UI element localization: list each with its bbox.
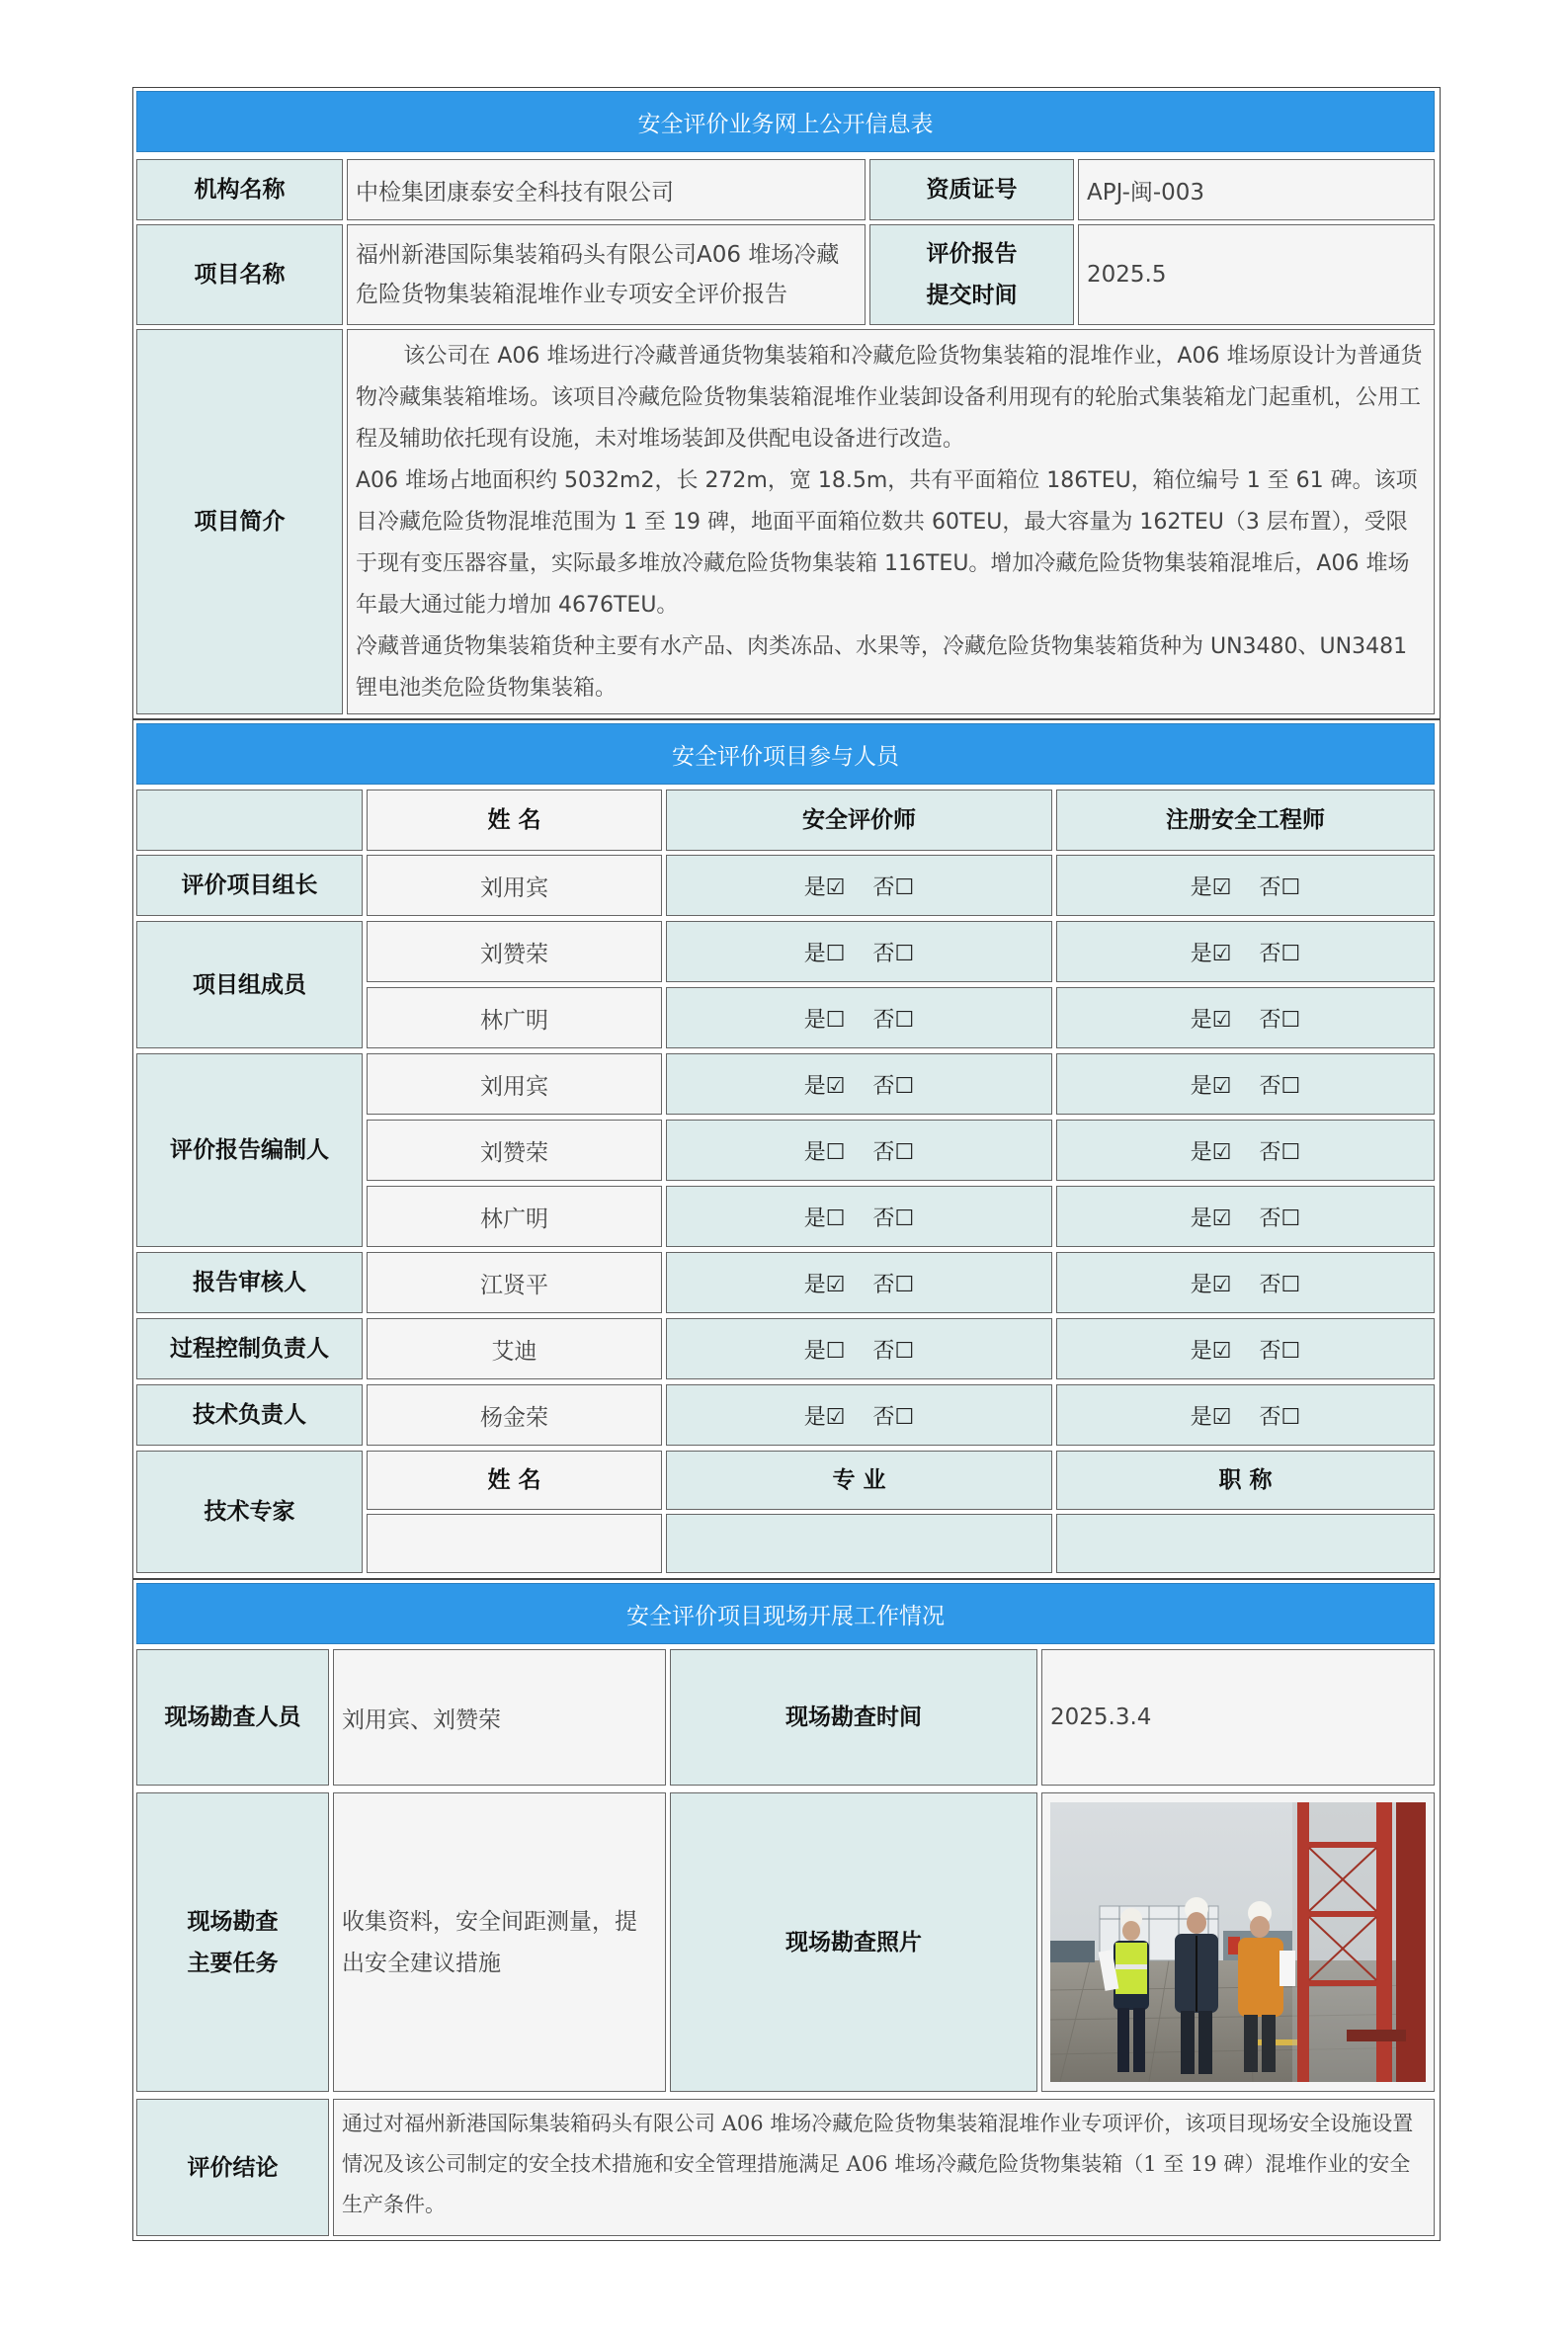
engineer-no-checkbox: 否☐ <box>1259 941 1301 966</box>
evaluator-yes-checkbox: 是☐ <box>803 1139 846 1165</box>
org-name-label: 机构名称 <box>136 159 343 220</box>
role-experts: 技术专家 <box>136 1451 363 1573</box>
engineer-no-checkbox: 否☐ <box>1259 1338 1301 1364</box>
evaluator-yes-checkbox: 是☐ <box>803 1206 846 1231</box>
evaluator-yes-checkbox: 是☐ <box>803 1338 846 1364</box>
role-reviewer: 报告审核人 <box>136 1252 363 1313</box>
evaluator-no-checkbox: 否☐ <box>872 1073 915 1099</box>
evaluator-no-checkbox: 否☐ <box>872 874 915 900</box>
person-evaluator-status <box>666 987 1052 1048</box>
evaluator-no-checkbox: 否☐ <box>872 1272 915 1297</box>
org-name-value: 中检集团康泰安全科技有限公司 <box>347 159 866 220</box>
person-evaluator-status <box>666 1120 1052 1181</box>
engineer-yes-checkbox: 是☑ <box>1190 941 1232 966</box>
info-table-frame <box>132 87 1441 719</box>
col-header-name: 姓 名 <box>367 790 662 851</box>
engineer-no-checkbox: 否☐ <box>1259 1272 1301 1297</box>
cert-no-value: APJ-闽-003 <box>1078 159 1435 220</box>
evaluator-yes-checkbox: 是☑ <box>803 874 846 900</box>
survey-task-label-line2: 主要任务 <box>187 1949 279 1976</box>
person-engineer-status <box>1056 1252 1435 1313</box>
col-header-evaluator: 安全评价师 <box>666 790 1052 851</box>
person-engineer-status <box>1056 855 1435 916</box>
intro-paragraph-3: 冷藏普通货物集装箱货种主要有水产品、肉类冻品、水果等，冷藏危险货物集装箱货种为 UN3480、UN3481 锂电池类危险货物集装箱。 <box>356 634 1408 701</box>
evaluator-yes-checkbox: 是☐ <box>803 941 846 966</box>
conclusion-label: 评价结论 <box>136 2099 329 2236</box>
person-name: 刘用宾 <box>367 1053 662 1115</box>
project-name-label: 项目名称 <box>136 224 343 325</box>
person-evaluator-status <box>666 1053 1052 1115</box>
survey-time-value: 2025.3.4 <box>1041 1649 1435 1786</box>
col-header-engineer: 注册安全工程师 <box>1056 790 1435 851</box>
evaluator-yes-checkbox: 是☑ <box>803 1404 846 1430</box>
submit-time-label-line1: 评价报告 <box>926 240 1018 267</box>
person-engineer-status <box>1056 921 1435 982</box>
person-name: 刘赞荣 <box>367 921 662 982</box>
engineer-yes-checkbox: 是☑ <box>1190 874 1232 900</box>
submit-time-label-line2: 提交时间 <box>926 282 1018 308</box>
expert-col-name: 姓 名 <box>367 1451 662 1510</box>
person-name: 刘用宾 <box>367 855 662 916</box>
section-header-info: 安全评价业务网上公开信息表 <box>136 91 1435 152</box>
expert-major-empty <box>666 1514 1052 1573</box>
engineer-no-checkbox: 否☐ <box>1259 1404 1301 1430</box>
survey-photo-cell <box>1041 1792 1435 2092</box>
engineer-yes-checkbox: 是☑ <box>1190 1007 1232 1033</box>
role-process: 过程控制负责人 <box>136 1318 363 1379</box>
engineer-yes-checkbox: 是☑ <box>1190 1338 1232 1364</box>
person-name: 艾迪 <box>367 1318 662 1379</box>
person-name: 林广明 <box>367 987 662 1048</box>
submit-time-value: 2025.5 <box>1078 224 1435 325</box>
person-evaluator-status <box>666 855 1052 916</box>
person-name: 刘赞荣 <box>367 1120 662 1181</box>
engineer-yes-checkbox: 是☑ <box>1190 1404 1232 1430</box>
role-leader: 评价项目组长 <box>136 855 363 916</box>
expert-title-empty <box>1056 1514 1435 1573</box>
survey-task-label-line1: 现场勘查 <box>187 1907 279 1935</box>
engineer-yes-checkbox: 是☑ <box>1190 1272 1232 1297</box>
evaluator-yes-checkbox: 是☐ <box>803 1007 846 1033</box>
survey-people-label: 现场勘查人员 <box>136 1649 329 1786</box>
person-engineer-status <box>1056 1120 1435 1181</box>
evaluator-no-checkbox: 否☐ <box>872 1206 915 1231</box>
engineer-yes-checkbox: 是☑ <box>1190 1073 1232 1099</box>
survey-task-value <box>333 1792 666 2092</box>
section-header-fieldwork: 安全评价项目现场开展工作情况 <box>136 1583 1435 1644</box>
project-name-text: 福州新港国际集装箱码头有限公司A06 堆场冷藏危险货物集装箱混堆作业专项安全评价报告 <box>356 242 840 307</box>
project-intro-text <box>347 329 1435 714</box>
engineer-no-checkbox: 否☐ <box>1259 1206 1301 1231</box>
person-evaluator-status <box>666 1252 1052 1313</box>
evaluator-yes-checkbox: 是☑ <box>803 1272 846 1297</box>
evaluator-no-checkbox: 否☐ <box>872 1139 915 1165</box>
expert-col-title: 职 称 <box>1056 1451 1435 1510</box>
person-name: 江贤平 <box>367 1252 662 1313</box>
person-evaluator-status <box>666 1318 1052 1379</box>
person-evaluator-status <box>666 1384 1052 1446</box>
engineer-yes-checkbox: 是☑ <box>1190 1139 1232 1165</box>
project-name-value <box>347 224 866 325</box>
survey-task-label <box>136 1792 329 2092</box>
survey-task-text: 收集资料，安全间距测量，提出安全建议措施 <box>342 1908 637 1976</box>
person-evaluator-status <box>666 1186 1052 1247</box>
engineer-no-checkbox: 否☐ <box>1259 1139 1301 1165</box>
survey-time-label: 现场勘查时间 <box>670 1649 1037 1786</box>
site-survey-photo <box>1050 1802 1426 2082</box>
fieldwork-table-frame <box>132 1579 1441 2241</box>
evaluator-yes-checkbox: 是☑ <box>803 1073 846 1099</box>
role-writers: 评价报告编制人 <box>136 1053 363 1247</box>
role-members: 项目组成员 <box>136 921 363 1048</box>
personnel-table-frame <box>132 719 1441 1579</box>
person-engineer-status <box>1056 987 1435 1048</box>
conclusion-value: 通过对福州新港国际集装箱码头有限公司 A06 堆场冷藏危险货物集装箱混堆作业专项评价，该项目现场安全设施设置情况及该公司制定的安全技术措施和安全管理措施满足 A06 堆场冷藏危险货物集装箱（1 至 19 碑）混堆作业的安全生产条件。 <box>333 2099 1435 2236</box>
engineer-no-checkbox: 否☐ <box>1259 1073 1301 1099</box>
expert-col-major: 专 业 <box>666 1451 1052 1510</box>
survey-people-value: 刘用宾、刘赞荣 <box>333 1649 666 1786</box>
project-intro-label: 项目简介 <box>136 329 343 714</box>
person-engineer-status <box>1056 1318 1435 1379</box>
submit-time-label <box>869 224 1074 325</box>
evaluator-no-checkbox: 否☐ <box>872 1338 915 1364</box>
section-header-personnel: 安全评价项目参与人员 <box>136 723 1435 785</box>
corner-blank-cell <box>136 790 363 851</box>
person-evaluator-status <box>666 921 1052 982</box>
expert-name-empty <box>367 1514 662 1573</box>
engineer-no-checkbox: 否☐ <box>1259 874 1301 900</box>
person-name: 杨金荣 <box>367 1384 662 1446</box>
engineer-no-checkbox: 否☐ <box>1259 1007 1301 1033</box>
evaluator-no-checkbox: 否☐ <box>872 1007 915 1033</box>
evaluator-no-checkbox: 否☐ <box>872 1404 915 1430</box>
person-engineer-status <box>1056 1384 1435 1446</box>
survey-photo-label: 现场勘查照片 <box>670 1792 1037 2092</box>
person-engineer-status <box>1056 1186 1435 1247</box>
evaluator-no-checkbox: 否☐ <box>872 941 915 966</box>
role-tech: 技术负责人 <box>136 1384 363 1446</box>
engineer-yes-checkbox: 是☑ <box>1190 1206 1232 1231</box>
cert-no-label: 资质证号 <box>869 159 1074 220</box>
intro-paragraph-1: 该公司在 A06 堆场进行冷藏普通货物集装箱和冷藏危险货物集装箱的混堆作业，A06 堆场原设计为普通货物冷藏集装箱堆场。该项目冷藏危险货物集装箱混堆作业装卸设备利用现有的轮胎式集装箱龙门起重机，公用工程及辅助依托现有设施，未对堆场装卸及供配电设备进行改造。 <box>356 344 1423 452</box>
person-engineer-status <box>1056 1053 1435 1115</box>
person-name: 林广明 <box>367 1186 662 1247</box>
intro-paragraph-2: A06 堆场占地面积约 5032m2，长 272m，宽 18.5m，共有平面箱位 186TEU，箱位编号 1 至 61 碑。该项目冷藏危险货物混堆范围为 1 至 19 碑，地面平面箱位数共 60TEU，最大容量为 162TEU（3 层布置），受限于现有变压器容量，实际最多堆放冷藏危险货物集装箱 116TEU。增加冷藏危险货物集装箱混堆后，A06 堆场年最大通过能力增加 4676TEU。 <box>356 468 1418 618</box>
